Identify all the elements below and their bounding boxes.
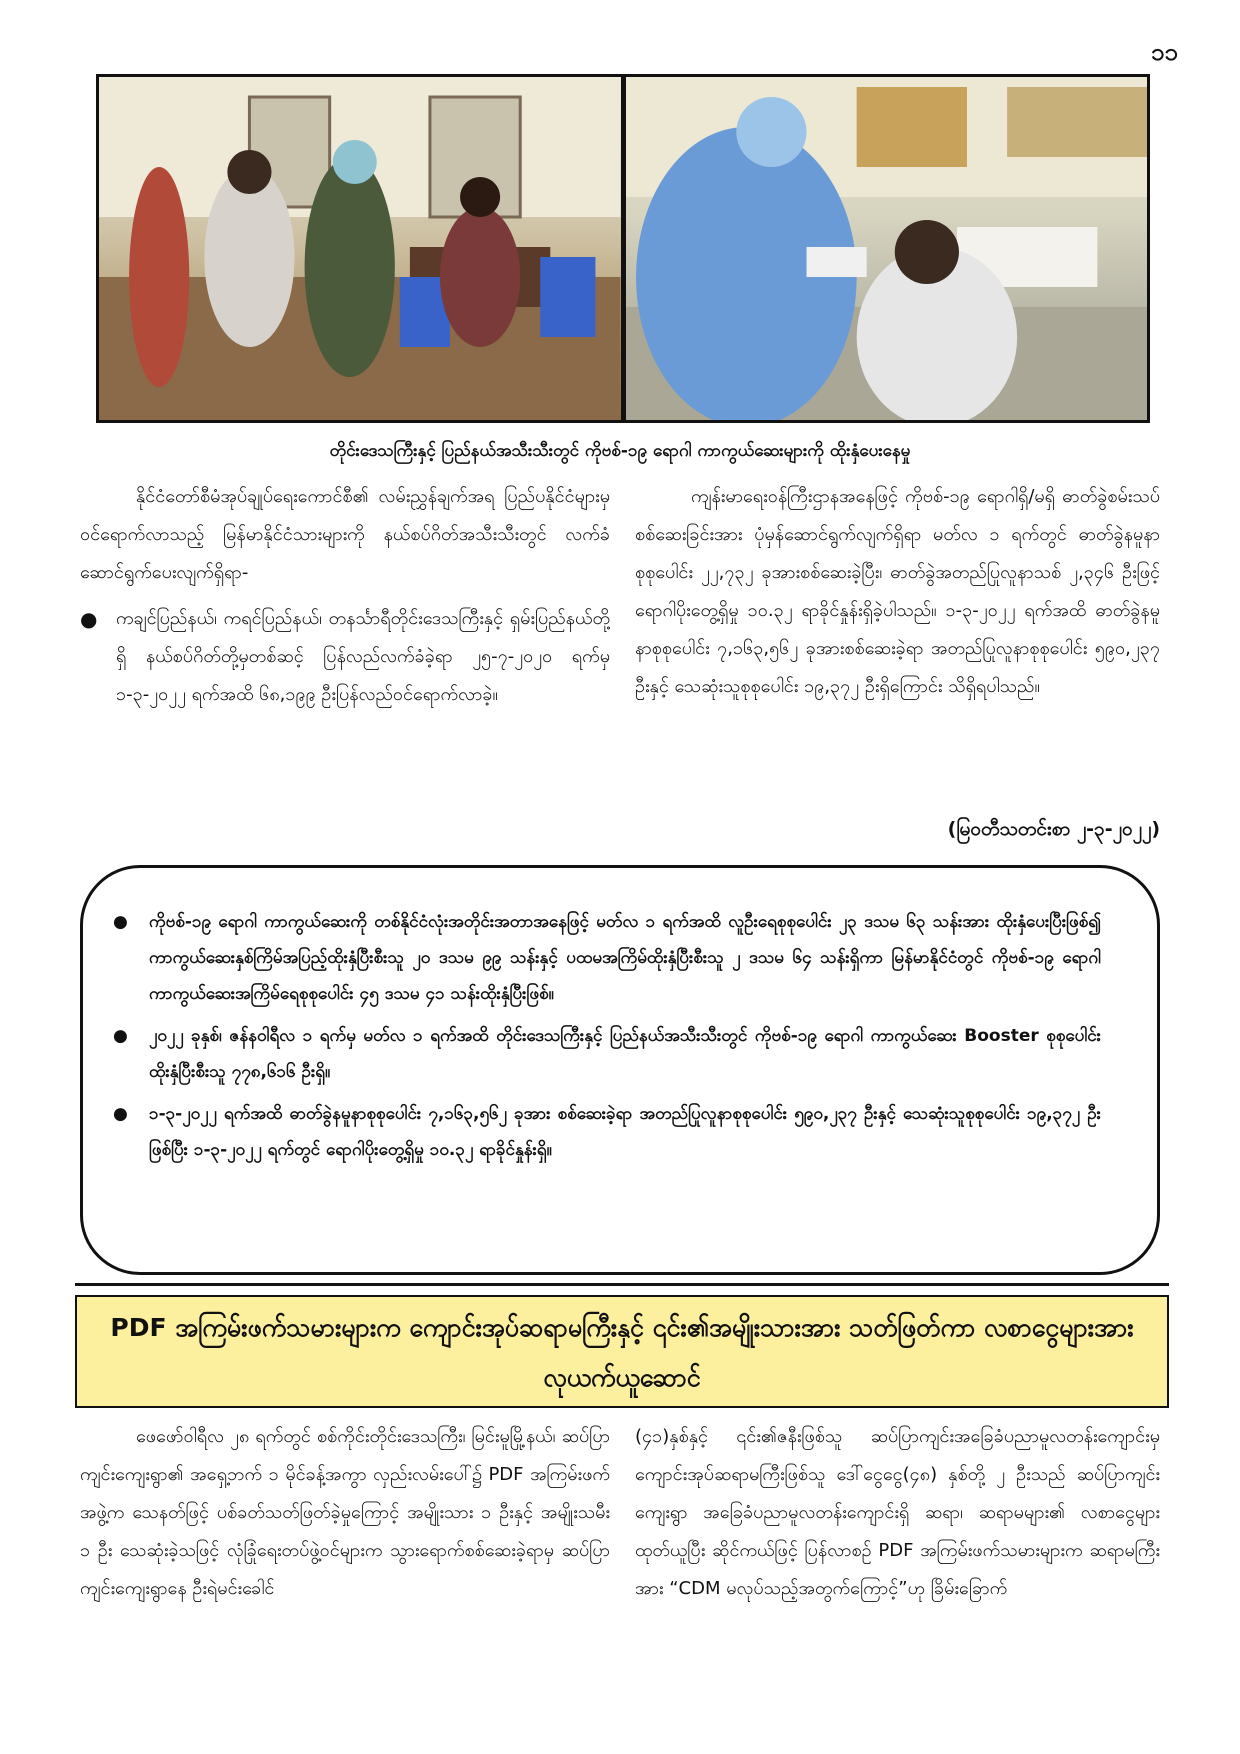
left-intro-paragraph: နိုင်ငံတော်စီမံအုပ်ချုပ်ရေးကောင်စီ၏ လမ်းညွှန်ချက်အရ ပြည်ပနိုင်ငံများမှ ဝင်ရောက်လာသည့် မြန်မာနိုင်ငံသားများကို နယ်စပ်ဂိတ်အသီးသီးတွင် လက်ခံဆောင်ရွက်ပေးလျက်ရှိရာ- — [80, 486, 610, 583]
highlight-text: ၁-၃-၂၀၂၂ ရက်အထိ ဓာတ်ခွဲနမူနာစုစုပေါင်း ၇,၁၆၃,၅၆၂ ခုအား စစ်ဆေးခဲ့ရာ အတည်ပြုလူနာစုစုပေါင်း ၅၉၀,၂၃၇ ဦးနှင့် သေဆုံးသူစုစုပေါင်း ၁၉,၃၇၂ ဦး ဖြစ်ပြီး ၁-၃-၂၀၂၂ ရက်တွင် ရောဂါပိုးတွေ့ရှိမှု ၁၀.၃၂ ရာခိုင်နှုန်းရှိ။ — [149, 1104, 1101, 1160]
bullet-dot-icon: ● — [80, 607, 98, 631]
page-number: ၁၁ — [1151, 38, 1178, 66]
left-bullet-item — [80, 600, 610, 714]
highlight-item — [113, 1096, 1101, 1168]
vaccination-photo-left — [99, 77, 621, 420]
left-bullet-text: ကချင်ပြည်နယ်၊ ကရင်ပြည်နယ်၊ တနင်္သာရီတိုင်းဒေသကြီးနှင့် ရှမ်းပြည်နယ်တို့ရှိ နယ်စပ်ဂိတ်တို့မှတစ်ဆင့် ပြန်လည်လက်ခံခဲ့ရာ ၂၅-၇-၂၀၂၀ ရက်မှ ၁-၃-၂၀၂၂ ရက်အထိ ၆၈,၁၉၉ ဦးပြန်လည်ဝင်ရောက်လာခဲ့။ — [116, 608, 610, 705]
bullet-dot-icon: ● — [113, 1104, 128, 1124]
photo-caption: တိုင်းဒေသကြီးနှင့် ပြည်နယ်အသီးသီးတွင် ကိုဗစ်-၁၉ ရောဂါ ကာကွယ်ဆေးများကို ထိုးနှံပေးနေမှု — [329, 441, 911, 461]
vaccination-photo-right — [626, 77, 1148, 420]
article-right-column — [635, 1418, 1160, 1608]
news-source: (မြဝတီသတင်းစာ ၂-၃-၂၀၂၂) — [947, 818, 1160, 840]
article-headline: PDF အကြမ်းဖက်သမားများက ကျောင်းအုပ်ဆရာမကြီးနှင့် ၎င်း၏အမျိုးသားအား သတ်ဖြတ်ကာ လစာငွေများအား လုယက်ယူဆောင် — [75, 1295, 1169, 1408]
right-paragraph: ကျန်းမာရေးဝန်ကြီးဌာနအနေဖြင့် ကိုဗစ်-၁၉ ရောဂါရှိ/မရှိ ဓာတ်ခွဲစမ်းသပ်စစ်ဆေးခြင်းအား ပုံမှန်ဆောင်ရွက်လျက်ရှိရာ မတ်လ ၁ ရက်တွင် ဓာတ်ခွဲနမူနာစုစုပေါင်း ၂၂,၇၃၂ ခုအားစစ်ဆေးခဲ့ပြီး၊ ဓာတ်ခွဲအတည်ပြုလူနာသစ် ၂,၃၄၆ ဦးဖြင့် ရောဂါပိုးတွေ့ရှိမှု ၁၀.၃၂ ရာခိုင်နှုန်းရှိခဲ့ပါသည်။ ၁-၃-၂၀၂၂ ရက်အထိ ဓာတ်ခွဲနမူနာစုစုပေါင်း ၇,၁၆၃,၅၆၂ ခုအားစစ်ဆေးခဲ့ရာ အတည်ပြုလူနာစုစုပေါင်း ၅၉၀,၂၃၇ ဦးနှင့် သေဆုံးသူစုစုပေါင်း ၁၉,၃၇၂ ဦးရှိကြောင်း သိရှိရပါသည်။ — [635, 486, 1160, 697]
article-right-paragraph: (၄၁)နှစ်နှင့် ၎င်း၏ဇနီးဖြစ်သူ ဆပ်ပြာကျင်းအခြေခံပညာမူလတန်းကျောင်းမှ ကျောင်းအုပ်ဆရာမကြီးဖြစ်သူ ဒေါ်ငွေငွေ(၄၈) နှစ်တို့ ၂ ဦးသည် ဆပ်ပြာကျင်းကျေးရွာ အခြေခံပညာမူလတန်းကျောင်းရှိ ဆရာ၊ ဆရာမများ၏ လစာငွေများထုတ်ယူပြီး ဆိုင်ကယ်ဖြင့် ပြန်လာစဉ် PDF အကြမ်းဖက်သမားများက ဆရာမကြီးအား “CDM မလုပ်သည့်အတွက်ကြောင့်”ဟု ခြိမ်းခြောက် — [635, 1426, 1160, 1599]
highlight-item — [113, 1018, 1101, 1090]
bullet-dot-icon: ● — [113, 912, 128, 932]
highlight-item — [113, 904, 1101, 1012]
left-column — [80, 478, 610, 714]
highlight-text: ကိုဗစ်-၁၉ ရောဂါ ကာကွယ်ဆေးကို တစ်နိုင်ငံလုံးအတိုင်းအတာအနေဖြင့် မတ်လ ၁ ရက်အထိ လူဦးရေစုစုပေါင်း ၂၃ ဒသမ ၆၃ သန်းအား ထိုးနှံပေးပြီးဖြစ်၍ ကာကွယ်ဆေးနှစ်ကြိမ်အပြည့်ထိုးနှံပြီးစီးသူ ၂၀ ဒသမ ၉၉ သန်းနှင့် ပထမအကြိမ်ထိုးနှံပြီးစီးသူ ၂ ဒသမ ၆၄ သန်းရှိကာ မြန်မာနိုင်ငံတွင် ကိုဗစ်-၁၉ ရောဂါ ကာကွယ်ဆေးအကြိမ်ရေစုစုပေါင်း ၄၅ ဒသမ ၄၁ သန်းထိုးနှံပြီးဖြစ်။ — [149, 912, 1101, 1004]
article-left-column — [80, 1418, 610, 1608]
bullet-dot-icon: ● — [113, 1026, 128, 1046]
article-left-paragraph: ဖေဖော်ဝါရီလ ၂၈ ရက်တွင် စစ်ကိုင်းတိုင်းဒေသကြီး၊ မြင်းမူမြို့နယ်၊ ဆပ်ပြာကျင်းကျေးရွာ၏ အရှေ့ဘက် ၁ မိုင်ခန့်အကွာ လှည်းလမ်းပေါ်၌ PDF အကြမ်းဖက်အဖွဲ့က သေနတ်ဖြင့် ပစ်ခတ်သတ်ဖြတ်ခဲ့မှုကြောင့် အမျိုးသား ၁ ဦးနှင့် အမျိုးသမီး ၁ ဦး သေဆုံးခဲ့သဖြင့် လုံခြုံရေးတပ်ဖွဲ့ဝင်များက သွားရောက်စစ်ဆေးခဲ့ရာမှ ဆပ်ပြာကျင်းကျေးရွာနေ ဦးရဲမင်းခေါင် — [80, 1426, 610, 1599]
highlights-box — [80, 865, 1160, 1275]
right-column — [635, 478, 1160, 706]
section-divider — [75, 1283, 1169, 1286]
highlight-text: ၂၀၂၂ ခုနှစ်၊ ဇန်နဝါရီလ ၁ ရက်မှ မတ်လ ၁ ရက်အထိ တိုင်းဒေသကြီးနှင့် ပြည်နယ်အသီးသီးတွင် ကိုဗစ်-၁၉ ရောဂါ ကာကွယ်ဆေး Booster စုစုပေါင်း ထိုးနှံပြီးစီးသူ ၇၇၈,၆၁၆ ဦးရှိ။ — [149, 1026, 1101, 1082]
photo-frame — [96, 74, 1150, 423]
